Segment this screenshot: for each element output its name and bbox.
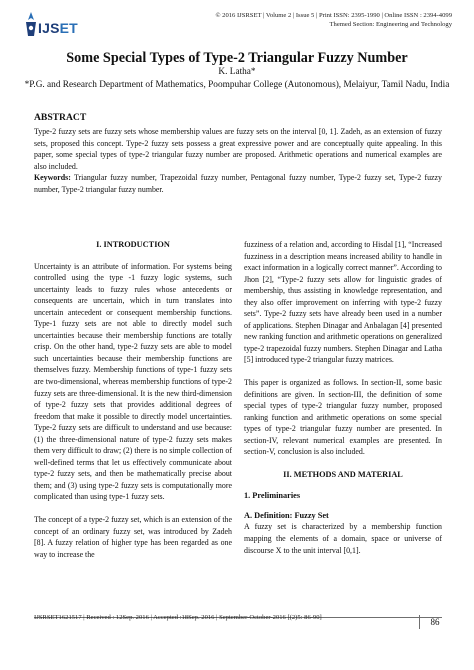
journal-section-line: Themed Section: Engineering and Technology [329, 20, 452, 28]
journal-logo [22, 10, 102, 44]
keywords-line [34, 172, 442, 195]
footer-citation: IJSRSET1621517 | Received : 12Sep. 2016 | Accepted :18Sep. 2016 | September-October-2016 [(2)5: 86-90] [34, 614, 322, 621]
section-heading-introduction: I. INTRODUCTION [96, 240, 170, 249]
abstract-text: Type-2 fuzzy sets are fuzzy sets whose membership values are fuzzy sets on the interval [0, 1]. Zadeh, as an extension of fuzzy sets, proposed this concept. Type-2 fuzzy sets possess a great expressive power and are conceptually quite appealing. In this paper, some special types of type-2 triangular fuzzy number are proposed. Arithmetic operations and numerical examples are also included. [34, 127, 442, 171]
logo-text [38, 20, 78, 36]
journal-info [122, 12, 452, 30]
paper-title: Some Special Types of Type-2 Triangular Fuzzy Number [66, 50, 408, 66]
keywords-text: Triangular fuzzy number, Trapezoidal fuzzy number, Pentagonal fuzzy number, Type-2 fuzzy set, Type-2 fuzzy number, Type-2 triangular fuzzy number. [34, 173, 442, 194]
right-column [244, 239, 442, 556]
intro-paragraph-2: The concept of a type-2 fuzzy set, which is an extension of the concept of an ordinary fuzzy set, was introduced by Zadeh [8]. A fuzzy relation of higher type has been regarded as one way to increase the [34, 515, 232, 559]
left-column [34, 239, 232, 560]
journal-header [22, 8, 452, 48]
intro-paragraph-1: Uncertainty is an attribute of information. For systems being controlled using the type -1 fuzzy logic systems, such uncertainty leads to fuzzy rules whose antecedents or consequents are uncertain, which in turn translates into uncertain antecedent or consequent membership functions. Type-1 fuzzy sets are not able to directly model such uncertainties because their membership functions are totally crisp. On the other hand, type-2 fuzzy sets are able to model such uncertainties because their membership functions are themselves fuzzy. Membership functions of type-1 fuzzy sets are two-dimensional, whereas membership functions of type-2 fuzzy sets are three-dimensional. It is the new third-dimension of type-2 fuzzy sets that provides additional degrees of freedom that make it possible to directly model uncertainties. Type-2 fuzzy sets are difficult to understand and use because: (1) the three-dimensional nature of type-2 fuzzy sets makes them very difficult to draw; (2) there is no simple collection of well-defined terms that let us effectively communicate about type-2 fuzzy sets, and then be mathematically precise about them; and (3) using type-2 fuzzy sets is computationally more complicated than using type-1 fuzzy sets. [34, 261, 232, 502]
abstract-heading: ABSTRACT [34, 112, 87, 123]
definition-text: A fuzzy set is characterized by a membership function mapping the elements of a domain, space or universe of discourse X to the unit interval [0,1]. [244, 522, 442, 555]
journal-issue-line: © 2016 IJSRSET | Volume 2 | Issue 5 | Print ISSN: 2395-1990 | Online ISSN : 2394-4099 [215, 12, 452, 19]
keywords-label: Keywords: [34, 173, 71, 183]
logo-suffix: ET [59, 20, 78, 36]
abstract-body [34, 126, 442, 196]
subsection-heading-preliminaries: 1. Preliminaries [244, 491, 301, 501]
definition-heading: A. Definition: Fuzzy Set [244, 510, 329, 520]
intro-paragraph-3: fuzziness of a relation and, according to Hisdal [1], “Increased fuzziness in a description means increased ability to handle in exact information in a logically correct manner”. According to Jhon [2], “Type-2 fuzzy sets allow for linguistic grades of membership, thus assisting in knowledge representation, and they also offer improvement on inferring with type-2 fuzzy sets”. Type-2 fuzzy sets have already been used in a number of applications. Stephen Dinagar and Anbalagan [4] presented new ranking function and arithmetic operations on generalized type-2 trapezoidal fuzzy numbers. Stephen Dinagar and Latha [5] introduced type-2 triangular fuzzy matrices. [244, 240, 442, 365]
section-heading-methods: II. METHODS AND MATERIAL [283, 469, 403, 479]
author-affiliation: *P.G. and Research Department of Mathematics, Poompuhar College (Autonomous), Melaiyur, Tamil Nadu, India [24, 80, 450, 90]
intro-paragraph-4: This paper is organized as follows. In section-II, some basic definitions are given. In section-III, the definition of some special types of type-2 triangular fuzzy number, proposed ranking function and arithmetic operations on some special types of type-2 triangular fuzzy number are presented. In section-IV, relevant numerical examples are presented. In section-V, conclusion is also included. [244, 378, 442, 457]
page-number: 86 [419, 615, 450, 629]
logo-prefix: IJS [38, 20, 60, 36]
paper-author: K. Latha* [218, 67, 256, 77]
